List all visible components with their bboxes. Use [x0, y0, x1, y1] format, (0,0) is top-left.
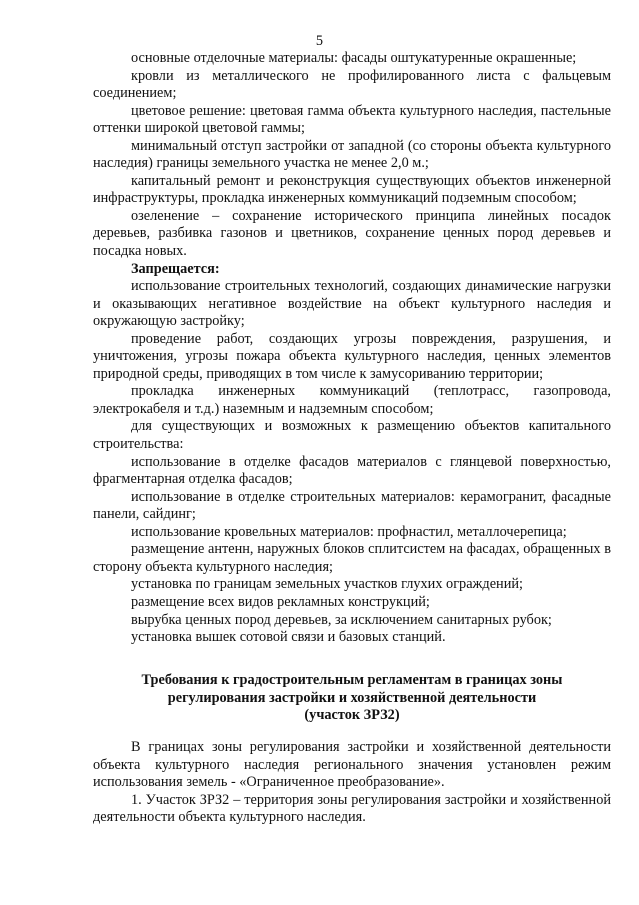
prohibited-item: использование в отделке строительных материалов: керамогранит, фасадные панели, сайдинг; [93, 488, 611, 523]
document-body-bottom [93, 739, 611, 827]
document-body-top [93, 50, 611, 647]
paragraph: озеленение – сохранение исторического принципа линейных посадок деревьев, разбивка газонов и цветников, сохранение ценных пород деревьев и посадка новых. [93, 207, 611, 260]
section-heading [93, 672, 611, 725]
prohibited-item: размещение всех видов рекламных конструкций; [131, 593, 430, 610]
paragraph: капитальный ремонт и реконструкция существующих объектов инженерной инфраструктуры, прокладка инженерных коммуникаций подземным способом; [93, 172, 611, 207]
page-number: 5 [315, 33, 324, 49]
prohibited-item: для существующих и возможных к размещению объектов капитального строительства: [93, 418, 611, 453]
paragraph: В границах зоны регулирования застройки и хозяйственной деятельности объекта культурного наследия регионального значения установлен режим использования земель - «Ограниченное преобразование». [93, 739, 611, 791]
prohibited-item: размещение антенн, наружных блоков сплитсистем на фасадах, обращенных в сторону объекта культурного наследия; [93, 541, 611, 575]
paragraph: основные отделочные материалы: фасады оштукатуренные окрашенные; [131, 50, 577, 66]
paragraph: кровли из металлического не профилированного листа с фальцевым соединением; [93, 67, 611, 102]
section-heading-line: Требования к градостроительным регламентам в границах зоны [141, 672, 563, 688]
section-heading-line: (участок ЗРЗ2) [304, 707, 400, 724]
prohibited-item: использование строительных технологий, создающих динамические нагрузки и оказывающих негативное воздействие на объект культурного наследия и окружающую застройку; [93, 278, 611, 330]
paragraph: 1. Участок ЗРЗ2 – территория зоны регулирования застройки и хозяйственной деятельности объекта культурного наследия. [93, 791, 611, 826]
prohibited-item: вырубка ценных пород деревьев, за исключением санитарных рубок; [131, 611, 552, 628]
prohibited-item: проведение работ, создающих угрозы повреждения, разрушения, и уничтожения, угрозы пожара объекта культурного наследия, ценных элементов природной среды, приводящих в том числе к замусориванию территории; [93, 330, 611, 382]
prohibited-item: использование в отделке фасадов материалов с глянцевой поверхностью, фрагментарная отделка фасадов; [93, 453, 611, 488]
prohibited-item: использование кровельных материалов: профнастил, металлочерепица; [131, 523, 567, 540]
prohibited-label [93, 261, 611, 279]
prohibited-item: прокладка инженерных коммуникаций (теплотрасс, газопровода, электрокабеля и т.д.) наземным и надземным способом; [93, 383, 611, 417]
prohibited-item: установка по границам земельных участков глухих ограждений; [131, 576, 523, 593]
prohibited-item: установка вышек сотовой связи и базовых станций. [131, 629, 446, 646]
section-heading-line: регулирования застройки и хозяйственной деятельности [167, 689, 537, 706]
paragraph: минимальный отступ застройки от западной (со стороны объекта культурного наследия) границы земельного участка не менее 2,0 м.; [93, 137, 611, 172]
paragraph: цветовое решение: цветовая гамма объекта культурного наследия, пастельные оттенки широкой цветовой гаммы; [93, 102, 611, 137]
prohibited-label-text: Запрещается: [131, 260, 220, 277]
